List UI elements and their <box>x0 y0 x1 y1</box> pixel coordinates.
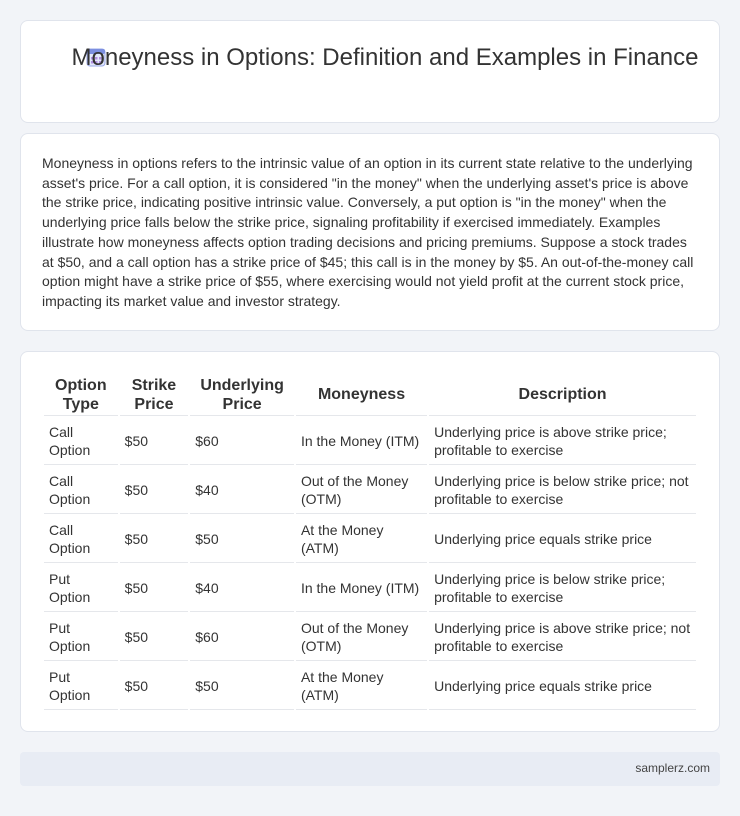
cell-strike-price: $50 <box>120 418 189 465</box>
cell-option-type: Call Option <box>44 516 118 563</box>
cell-strike-price: $50 <box>120 565 189 612</box>
cell-moneyness: At the Money (ATM) <box>296 663 427 710</box>
cell-option-type: Put Option <box>44 663 118 710</box>
cell-moneyness: At the Money (ATM) <box>296 516 427 563</box>
cell-underlying-price: $50 <box>190 663 294 710</box>
title-card <box>20 20 720 123</box>
cell-strike-price: $50 <box>120 663 189 710</box>
intro-card <box>20 133 720 331</box>
table-row <box>44 663 696 710</box>
cell-strike-price: $50 <box>120 467 189 514</box>
cell-strike-price: $50 <box>120 614 189 661</box>
header-description: Description <box>429 374 696 416</box>
cell-description: Underlying price is below strike price; not profitable to exercise <box>429 467 696 514</box>
moneyness-table <box>42 372 698 712</box>
header-strike-price: Strike Price <box>120 374 189 416</box>
cell-moneyness: Out of the Money (OTM) <box>296 614 427 661</box>
cell-option-type: Call Option <box>44 467 118 514</box>
cell-description: Underlying price is above strike price; not profitable to exercise <box>429 614 696 661</box>
header-option-type: Option Type <box>44 374 118 416</box>
cell-moneyness: Out of the Money (OTM) <box>296 467 427 514</box>
intro-paragraph: Moneyness in options refers to the intrinsic value of an option in its current state relative to the underlying asset's price. For a call option, it is considered "in the money" when the underlying asset's price is above the strike price, indicating positive intrinsic value. Conversely, a put option is "in the money" when the underlying price falls below the strike price, signaling profitability if exercised immediately. Examples illustrate how moneyness affects option trading decisions and pricing premiums. Suppose a stock trades at $50, and a call option has a strike price of $45; this call is in the money by $5. An out-of-the-money call option might have a strike price of $55, where exercising would not yield profit at the current stock price, impacting its market value and investor strategy. <box>42 155 694 309</box>
cell-underlying-price: $60 <box>190 614 294 661</box>
header-moneyness: Moneyness <box>296 374 427 416</box>
cell-description: Underlying price is below strike price; profitable to exercise <box>429 565 696 612</box>
cell-description: Underlying price is above strike price; profitable to exercise <box>429 418 696 465</box>
table-row <box>44 467 696 514</box>
cell-option-type: Call Option <box>44 418 118 465</box>
table-row <box>44 565 696 612</box>
cell-option-type: Put Option <box>44 614 118 661</box>
cell-underlying-price: $40 <box>190 565 294 612</box>
cell-description: Underlying price equals strike price <box>429 516 696 563</box>
table-header-row <box>44 374 696 416</box>
header-underlying-price: Underlying Price <box>190 374 294 416</box>
table-row <box>44 516 696 563</box>
cell-underlying-price: $50 <box>190 516 294 563</box>
table-row <box>44 614 696 661</box>
cell-underlying-price: $40 <box>190 467 294 514</box>
cell-description: Underlying price equals strike price <box>429 663 696 710</box>
table-card <box>20 351 720 732</box>
cell-strike-price: $50 <box>120 516 189 563</box>
footer <box>20 752 720 786</box>
cell-moneyness: In the Money (ITM) <box>296 565 427 612</box>
cell-option-type: Put Option <box>44 565 118 612</box>
cell-underlying-price: $60 <box>190 418 294 465</box>
footer-site-link[interactable]: samplerz.com <box>635 761 710 775</box>
table-row <box>44 418 696 465</box>
cell-moneyness: In the Money (ITM) <box>296 418 427 465</box>
page-title: Moneyness in Options: Definition and Examples in Finance <box>71 44 699 71</box>
